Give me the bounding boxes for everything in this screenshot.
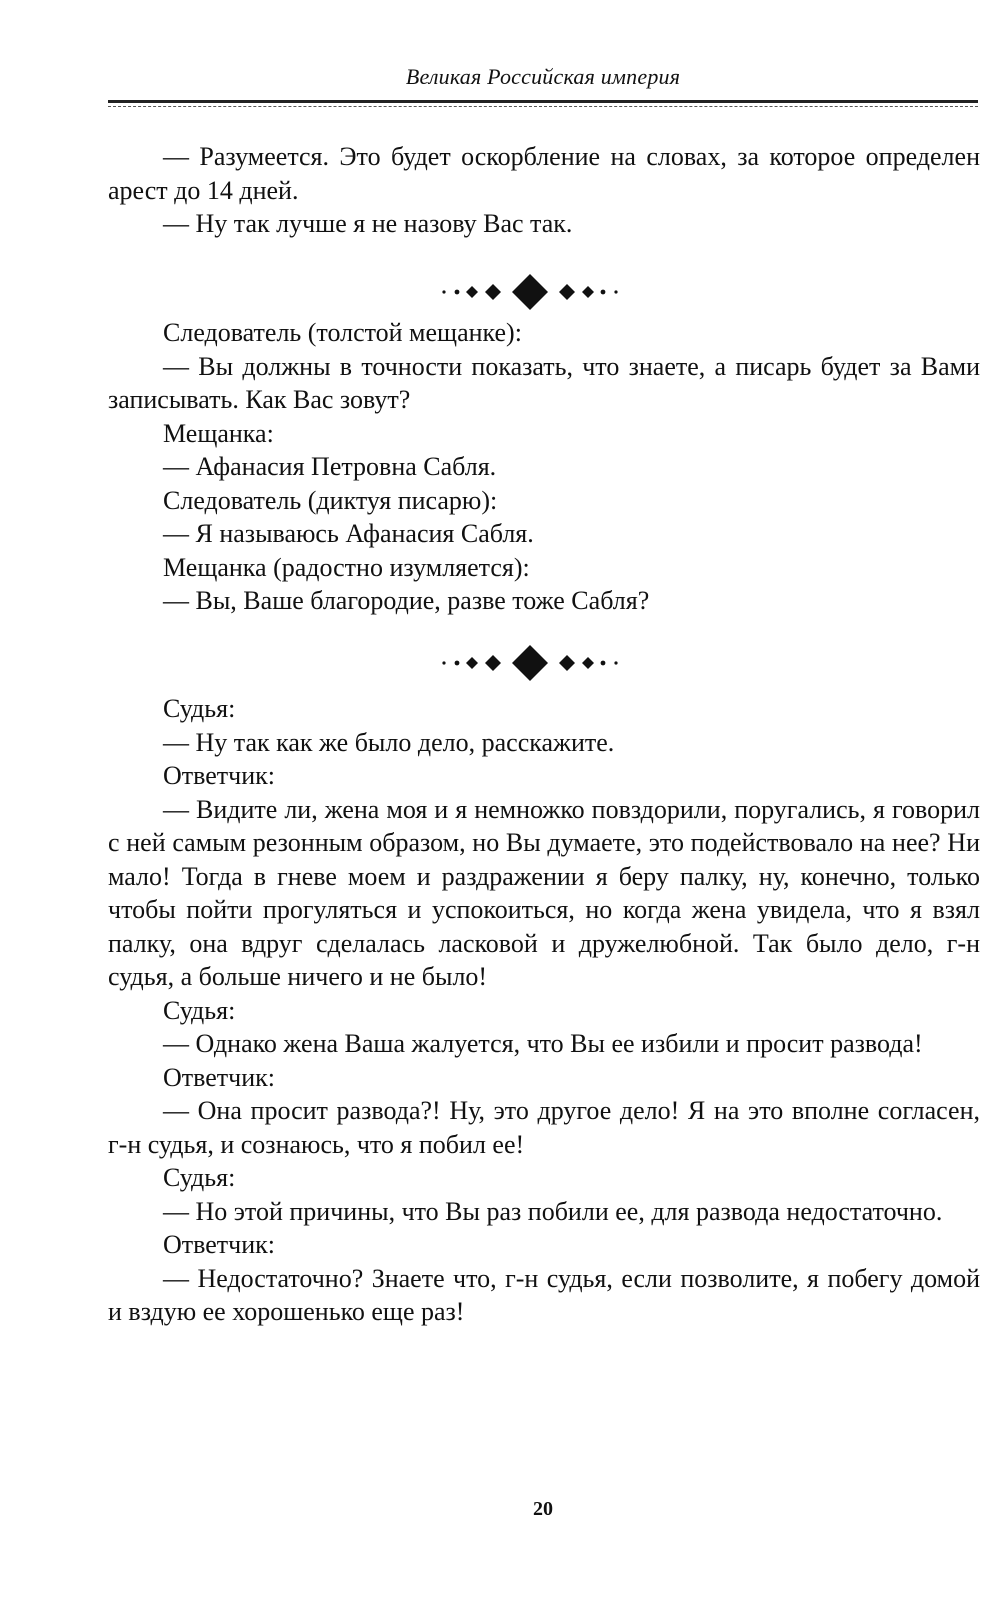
ornament-large-diamond (512, 645, 548, 681)
paragraph: — Видите ли, жена моя и я немножко повздорили, поругались, я говорил с ней самым резонным образом, но Вы думаете, это подействовало на нее? Ни мало! Тогда в гневе моем и раздражении я беру палку, ну, конечно, только чтобы пойти прогуляться и успокоиться, но когда жена увидела, что я взял палку, она вдруг сделалась ласковой и дружелюбной. Так было дело, г-н судья, а больше ничего и не было! (108, 794, 980, 991)
ornament-dot (614, 290, 617, 293)
paragraph: Судья: (163, 1163, 236, 1192)
ornament-dot (442, 661, 445, 664)
text-section-1 (108, 140, 980, 241)
paragraph: — Однако жена Ваша жалуется, что Вы ее избили и просит развода! (163, 1029, 923, 1058)
ornament-small-diamond (485, 655, 501, 671)
paragraph: Ответчик: (163, 1230, 276, 1259)
ornament-small-diamond (466, 286, 478, 298)
paragraph: Мещанка (радостно изумляется): (163, 552, 530, 582)
text-section-2 (108, 316, 980, 618)
paragraph: Судья: (163, 694, 236, 723)
ornament-small-diamond (485, 284, 501, 300)
ornament-large-diamond (512, 274, 548, 310)
paragraph: — Ну так как же было дело, расскажите. (163, 727, 615, 757)
ornament-small-diamond (466, 657, 478, 669)
ornament-small-diamond (582, 286, 594, 298)
section-divider-ornament (440, 643, 630, 683)
ornament-small-diamond (582, 657, 594, 669)
paragraph: — Вы, Ваше благородие, разве тоже Сабля? (163, 586, 650, 615)
paragraph: — Я называюсь Афанасия Сабля. (163, 519, 534, 548)
ornament-dot (614, 661, 617, 664)
running-head-title: Великая Российская империя (405, 64, 681, 89)
header-rule (108, 100, 978, 103)
text-section-3 (108, 692, 980, 1329)
paragraph: — Недостаточно? Знаете что, г-н судья, если позволите, я побегу домой и вздую ее хорошенько еще раз! (108, 1263, 980, 1326)
ornament-small-diamond (559, 284, 575, 300)
paragraph: Следователь (диктуя писарю): (163, 485, 498, 515)
ornament-dot (601, 290, 606, 295)
paragraph: Мещанка: (163, 418, 274, 448)
paragraph: Следователь (толстой мещанке): (163, 318, 522, 347)
paragraph: — Афанасия Петровна Сабля. (163, 452, 497, 481)
ornament-small-diamond (559, 655, 575, 671)
paragraph: Ответчик: (163, 1062, 276, 1092)
ornament-dot (455, 661, 460, 666)
ornament-dot (601, 661, 606, 666)
paragraph: — Но этой причины, что Вы раз побили ее, для развода недостаточно. (163, 1196, 943, 1226)
page-number: 20 (533, 1498, 553, 1520)
section-divider-ornament (440, 272, 630, 312)
paragraph: Ответчик: (163, 761, 276, 790)
paragraph: — Разумеется. Это будет оскорбление на словах, за которое определен арест до 14 дней. (108, 142, 980, 205)
paragraph: — Она просит развода?! Ну, это другое дело! Я на это вполне согласен, г-н судья, и сознаюсь, что я побил ее! (108, 1096, 980, 1159)
paragraph: — Ну так лучше я не назову Вас так. (163, 209, 573, 238)
ornament-dot (455, 290, 460, 295)
ornament-dot (442, 290, 445, 293)
header-rule-secondary (108, 106, 978, 107)
paragraph: — Вы должны в точности показать, что знаете, а писарь будет за Вами записывать. Как Вас зовут? (108, 351, 980, 414)
paragraph: Судья: (163, 995, 236, 1025)
